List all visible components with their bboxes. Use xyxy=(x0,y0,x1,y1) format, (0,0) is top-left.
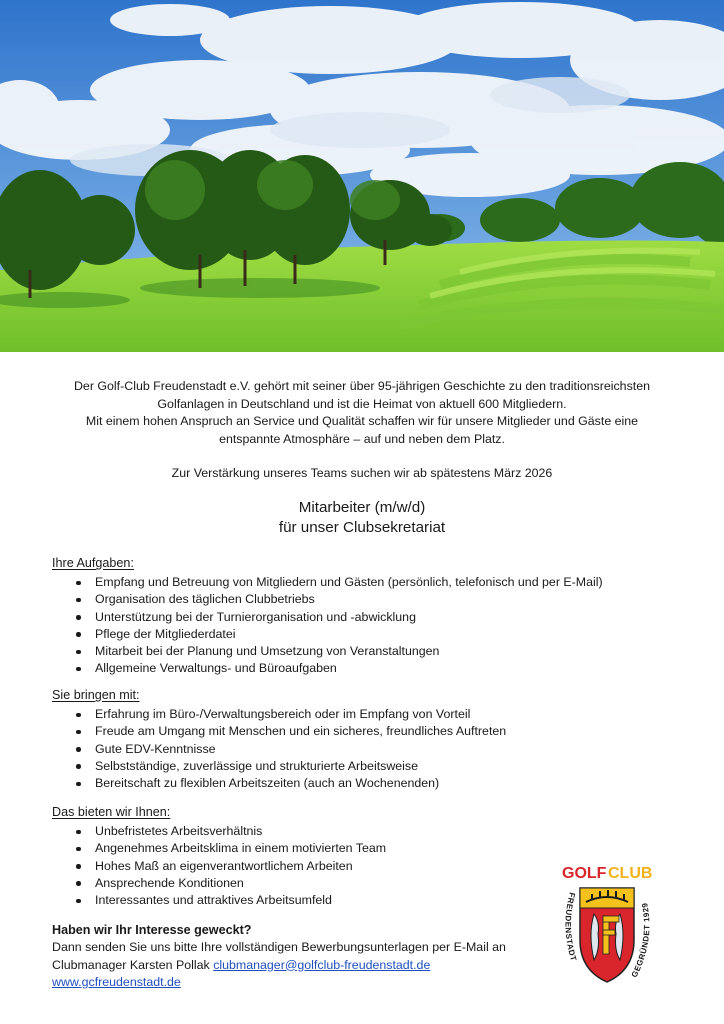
intro-line-3: Mit einem hohen Anspruch an Service und Qualität schaffen wir für unsere Mitglieder und Gäste eine xyxy=(85,414,639,428)
list-item: Bereitschaft zu flexiblen Arbeitszeiten (auch an Wochenenden) xyxy=(52,775,652,792)
logo-club-word: CLUB xyxy=(608,865,653,882)
list-item: Selbstständige, zuverlässige und strukturierte Arbeitsweise xyxy=(52,758,652,775)
list-item: Empfang und Betreuung von Mitgliedern und Gästen (persönlich, telefonisch und per E-Mail) xyxy=(52,574,652,591)
logo-arc-right: GEGRÜNDET 1929 xyxy=(629,901,652,979)
list-item: Pflege der Mitgliederdatei xyxy=(52,626,652,643)
contact-person: Clubmanager Karsten Pollak xyxy=(52,957,210,972)
intro-line-4: entspannte Atmosphäre – auf und neben dem Platz. xyxy=(219,431,505,446)
section-aufgaben xyxy=(52,555,652,678)
bullet-list xyxy=(52,574,652,678)
hero-photo xyxy=(0,0,724,352)
contact-heading: Haben wir Ihr Interesse geweckt? xyxy=(52,923,252,937)
list-item: Angenehmes Arbeitsklima in einem motivierten Team xyxy=(52,840,652,857)
contact-line-2 xyxy=(52,957,552,974)
contact-line-1: Dann senden Sie uns bitte Ihre vollständigen Bewerbungsunterlagen per E-Mail an xyxy=(52,940,506,955)
list-item: Allgemeine Verwaltungs- und Büroaufgaben xyxy=(52,660,652,677)
section-heading: Ihre Aufgaben: xyxy=(52,556,134,570)
section-heading: Sie bringen mit: xyxy=(52,688,140,702)
contact-block xyxy=(52,922,552,991)
job-title-block xyxy=(0,498,724,538)
club-crest-icon xyxy=(548,860,666,1000)
intro-line-1: Der Golf-Club Freudenstadt e.V. gehört mit seiner über 95-jährigen Geschichte zu den traditionsreichsten xyxy=(73,379,650,393)
contact-line-3 xyxy=(52,974,552,991)
list-item: Mitarbeit bei der Planung und Umsetzung von Veranstaltungen xyxy=(52,643,652,660)
section-heading: Das bieten wir Ihnen: xyxy=(52,805,171,819)
list-item: Erfahrung im Büro-/Verwaltungsbereich oder im Empfang von Vorteil xyxy=(52,706,652,723)
email-link[interactable]: clubmanager@golfclub-freudenstadt.de xyxy=(213,957,431,972)
list-item: Organisation des täglichen Clubbetriebs xyxy=(52,591,652,608)
golf-course-image xyxy=(0,0,724,352)
bullet-list xyxy=(52,706,652,792)
section-bringen xyxy=(52,687,652,792)
logo-golf-word: GOLF xyxy=(562,865,607,882)
list-item: Hohes Maß an eigenverantwortlichem Arbeiten xyxy=(52,858,652,875)
job-title: Mitarbeiter (m/w/d) xyxy=(298,499,426,516)
list-item: Unterstützung bei der Turnierorganisation und -abwicklung xyxy=(52,609,652,626)
list-item: Gute EDV-Kenntnisse xyxy=(52,741,652,758)
intro-text xyxy=(40,378,684,483)
intro-line-2: Golfanlagen in Deutschland und ist die Heimat von aktuell 600 Mitgliedern. xyxy=(157,396,567,411)
svg-text:FREUDENSTADT xyxy=(563,892,578,963)
logo-arc-left: FREUDENSTADT xyxy=(563,891,579,963)
list-item: Unbefristetes Arbeitsverhältnis xyxy=(52,823,652,840)
job-subtitle: für unser Clubsekretariat xyxy=(278,519,446,536)
golfclub-logo xyxy=(548,860,666,1000)
intro-cta: Zur Verstärkung unseres Teams suchen wir ab spätestens März 2026 xyxy=(171,466,553,480)
website-link[interactable]: www.gcfreudenstadt.de xyxy=(52,974,181,989)
list-item: Interessantes und attraktives Arbeitsumfeld xyxy=(52,892,652,909)
list-item: Ansprechende Konditionen xyxy=(52,875,652,892)
list-item: Freude am Umgang mit Menschen und ein sicheres, freundliches Auftreten xyxy=(52,723,652,740)
